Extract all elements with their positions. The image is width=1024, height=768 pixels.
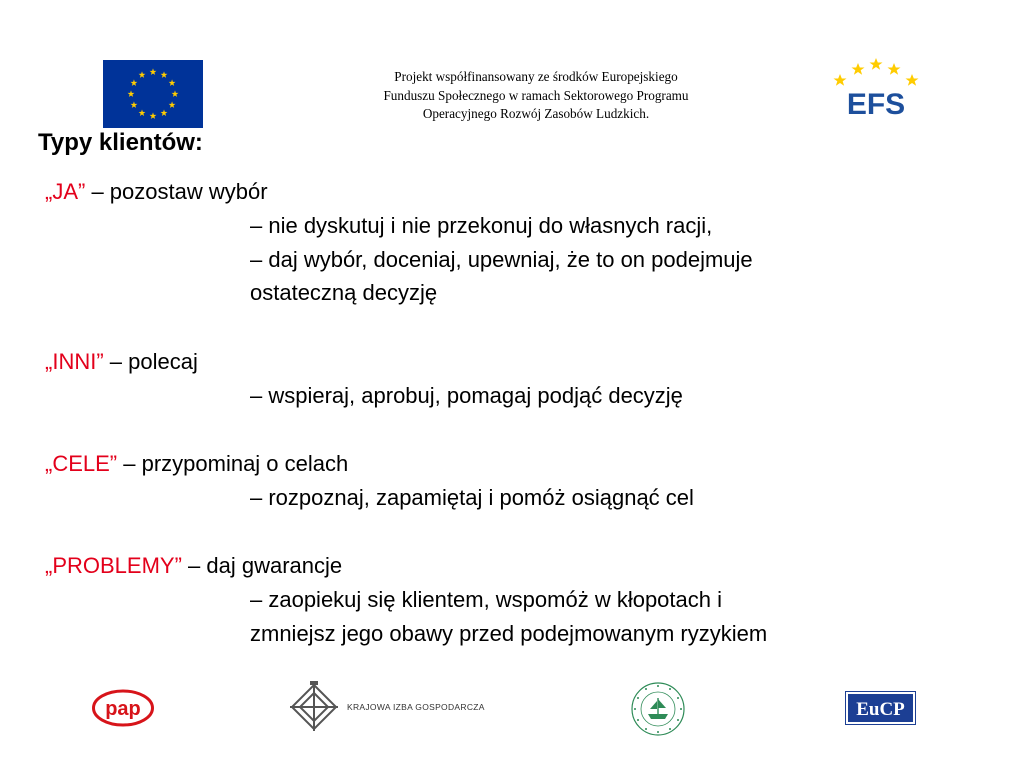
section-problemy-label: „PROBLEMY” [45,553,182,578]
section-cele-action: – przypominaj o celach [117,451,349,476]
page-title: Typy klientów: [38,129,203,156]
eu-flag-logo [103,60,203,128]
section-ja-detail-1: – nie dyskutuj i nie przekonuj do własnych racji, [250,213,713,238]
section-cele-heading [45,450,348,478]
section-inni-label: „INNI” [45,349,104,374]
section-ja-action: – pozostaw wybór [85,179,268,204]
section-inni-action: – polecaj [103,349,198,374]
efs-logo-text: EFS [846,88,906,118]
section-ja-detail-3: ostateczną decyzję [250,280,438,305]
section-problemy-detail-2: zmniejsz jego obawy przed podejmowanym ryzykiem [250,621,768,646]
pap-logo [92,689,154,727]
project-text-line-2: Funduszu Społecznego w ramach Sektorowego Programu [383,87,689,103]
kig-logo-text: KRAJOWA IZBA GOSPODARCZA [347,702,485,712]
section-inni-detail-1: – wspieraj, aprobuj, pomagaj podjąć decyzję [250,383,683,408]
eucp-logo-text: EuCP [856,699,905,720]
project-cofinancing-text [330,68,742,124]
pap-logo-text: pap [105,698,141,720]
section-ja-detail-2: – daj wybór, doceniaj, upewniaj, że to on podejmuje [250,247,753,272]
section-problemy-action: – daj gwarancje [181,553,343,578]
section-ja-label: „JA” [45,179,86,204]
efs-logo [832,58,920,118]
sgh-seal-logo [630,681,686,737]
section-cele-detail-1: – rozpoznaj, zapamiętaj i pomóż osiągnąć cel [250,485,694,510]
section-ja-heading [45,178,268,206]
section-problemy-heading [45,552,342,580]
section-cele-label: „CELE” [45,451,118,476]
section-problemy-detail-1: – zaopiekuj się klientem, wspomóż w kłopotach i [250,587,723,612]
project-text-line-1: Projekt współfinansowany ze środków Europejskiego [394,69,678,84]
eucp-logo [845,691,916,725]
project-text-line-3: Operacyjnego Rozwój Zasobów Ludzkich. [422,106,650,121]
section-inni-heading [45,348,198,376]
